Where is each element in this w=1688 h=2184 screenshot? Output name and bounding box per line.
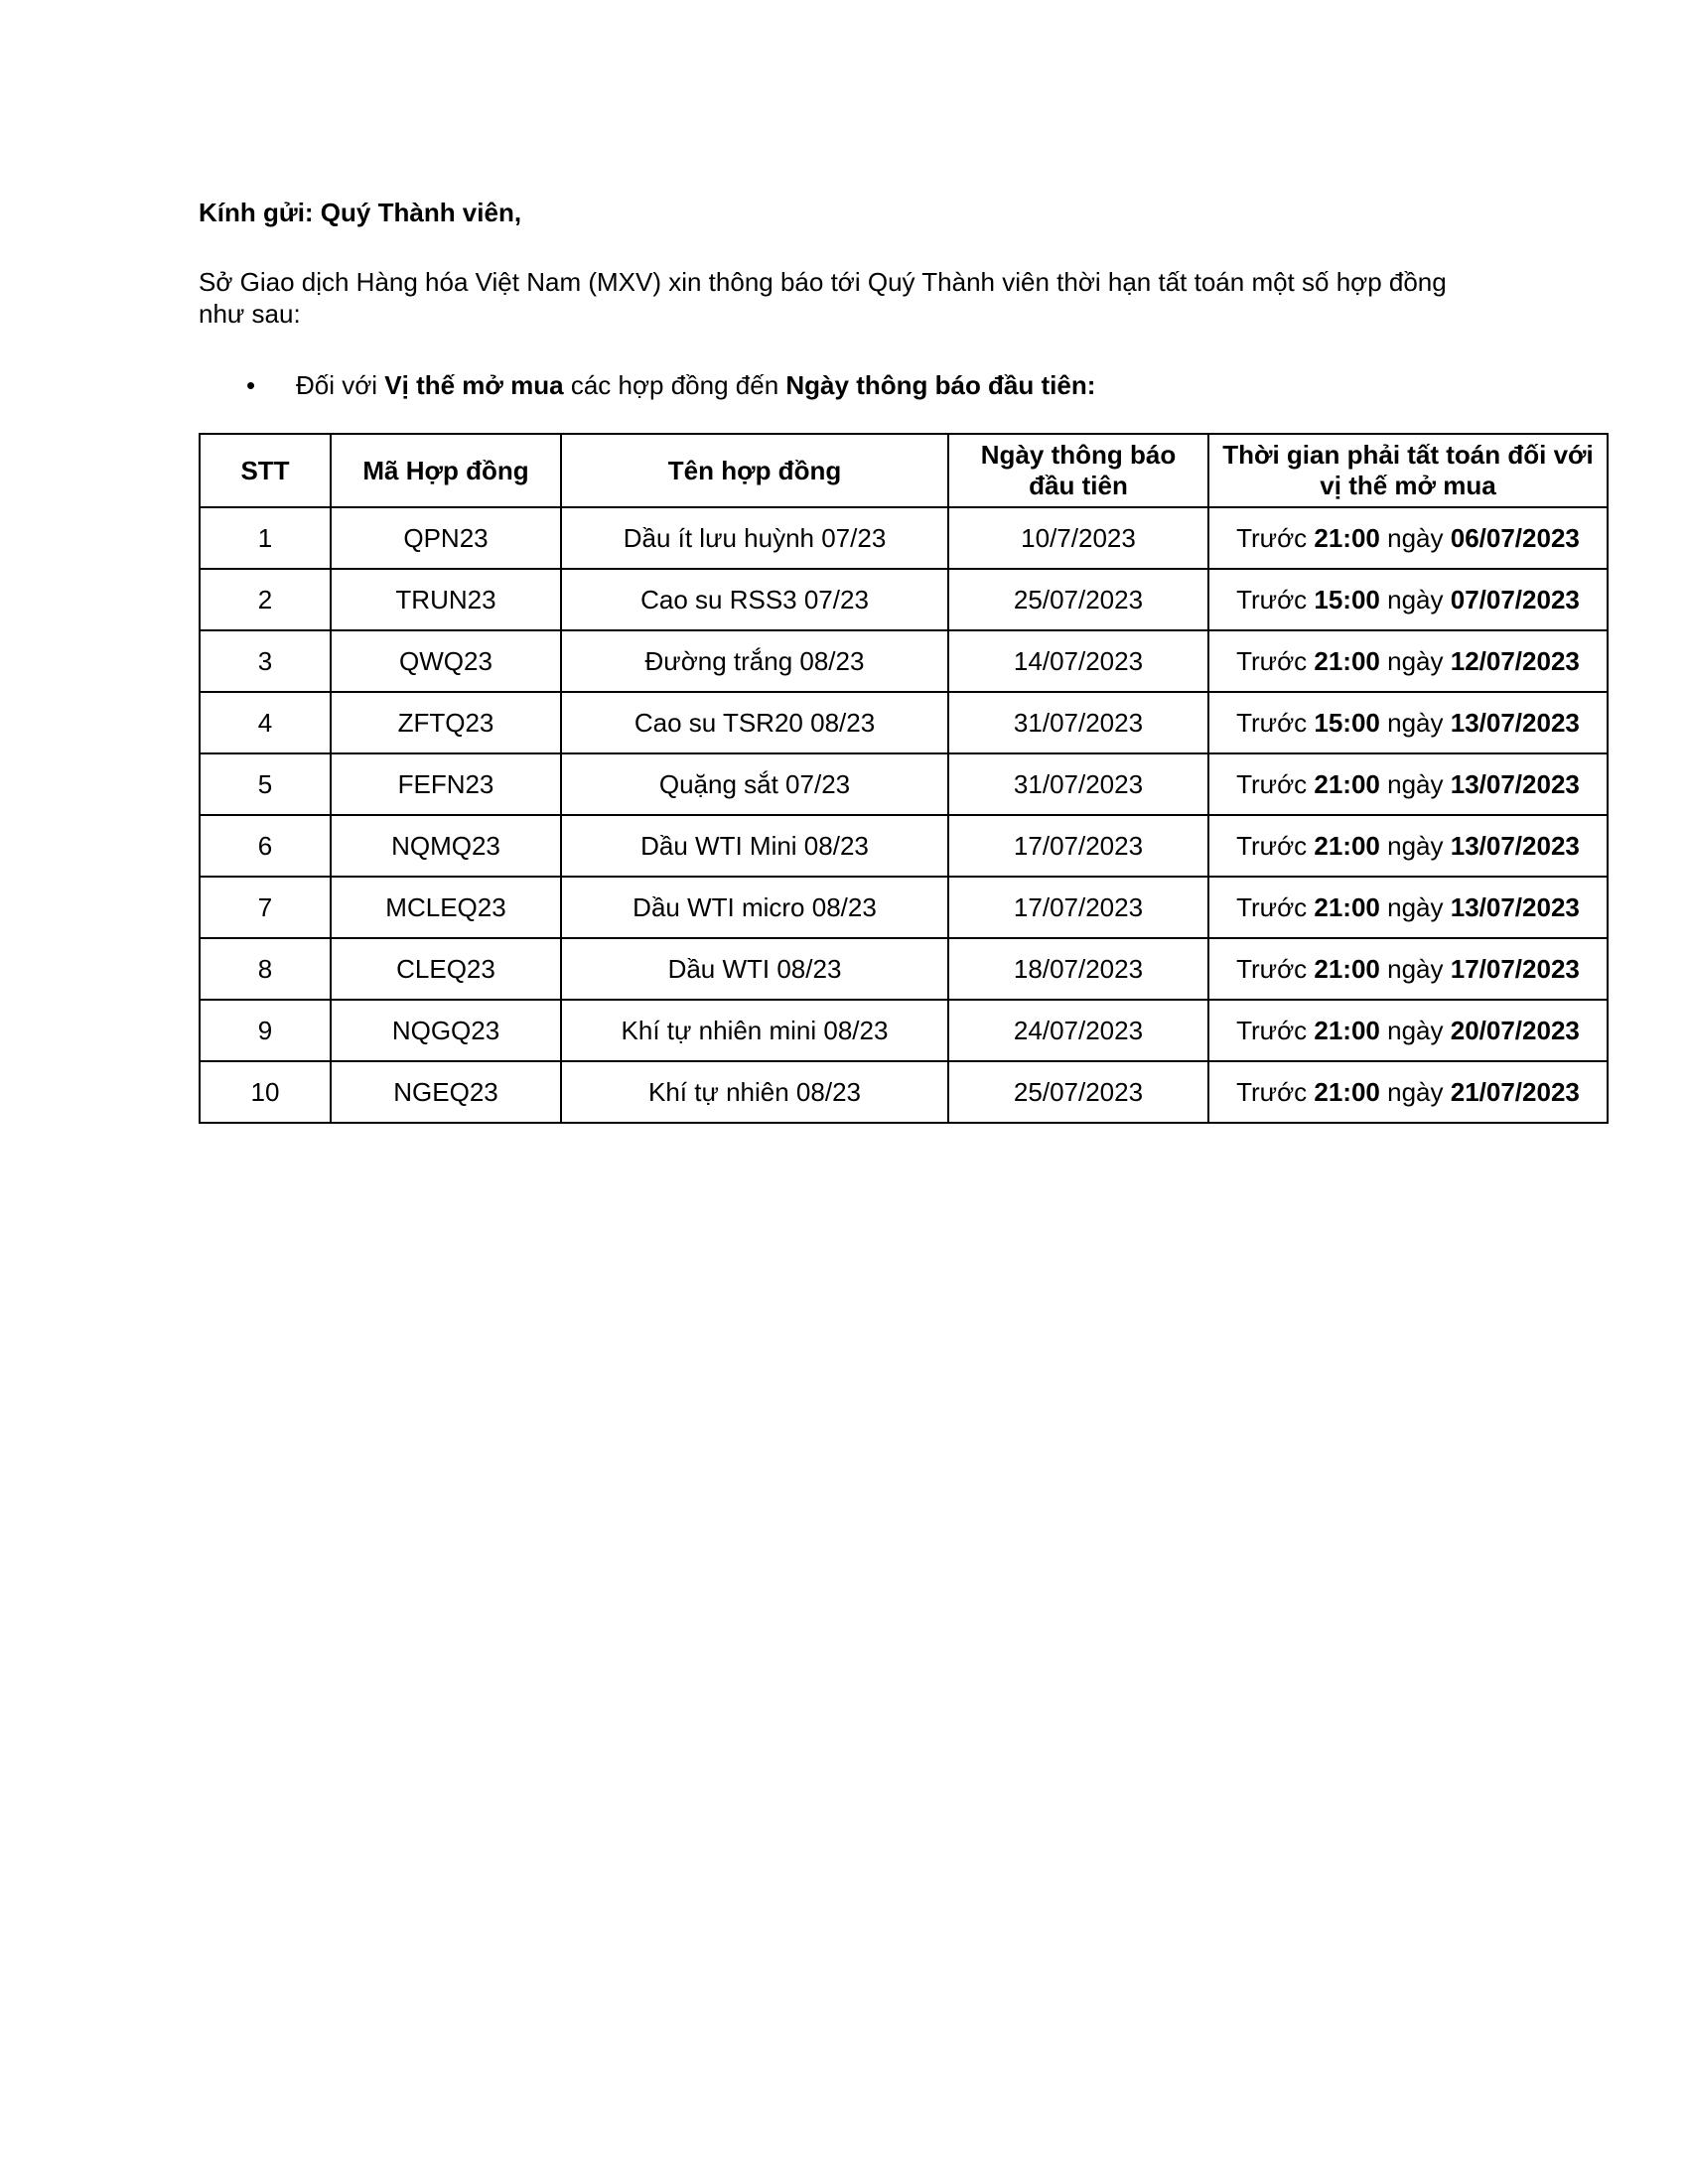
header-settlement-deadline: Thời gian phải tất toán đối với vị thế mở mua (1208, 434, 1608, 507)
cell-contract-name: Quặng sắt 07/23 (561, 753, 948, 815)
header-first-notice-date: Ngày thông báo đầu tiên (948, 434, 1208, 507)
deadline-before-word: Trước (1236, 891, 1308, 922)
cell-settlement-deadline (1208, 877, 1608, 938)
table-row (200, 507, 1608, 569)
deadline-day-word: ngày (1387, 645, 1444, 676)
deadline-before-word: Trước (1236, 768, 1308, 799)
bullet-text (296, 369, 1095, 401)
table-row (200, 815, 1608, 877)
bullet-icon: • (246, 370, 256, 400)
greeting: Kính gửi: Quý Thành viên, (199, 198, 522, 227)
cell-contract-name: Khí tự nhiên 08/23 (561, 1061, 948, 1123)
cell-contract-code: NGEQ23 (331, 1061, 561, 1123)
cell-first-notice-date: 24/07/2023 (948, 1000, 1208, 1061)
cell-settlement-deadline (1208, 569, 1608, 630)
cell-contract-name: Cao su RSS3 07/23 (561, 569, 948, 630)
deadline-date: 17/07/2023 (1450, 953, 1580, 984)
cell-stt: 5 (200, 753, 331, 815)
cell-settlement-deadline (1208, 753, 1608, 815)
cell-contract-code: NQGQ23 (331, 1000, 561, 1061)
table-row (200, 1061, 1608, 1123)
cell-contract-name: Dầu ít lưu huỳnh 07/23 (561, 507, 948, 569)
cell-contract-code: QPN23 (331, 507, 561, 569)
cell-contract-code: CLEQ23 (331, 938, 561, 1000)
cell-contract-name: Cao su TSR20 08/23 (561, 692, 948, 753)
cell-contract-code: FEFN23 (331, 753, 561, 815)
deadline-day-word: ngày (1387, 1015, 1444, 1045)
cell-stt: 2 (200, 569, 331, 630)
cell-stt: 8 (200, 938, 331, 1000)
contracts-table (199, 433, 1609, 1124)
table-row (200, 938, 1608, 1000)
deadline-day-word: ngày (1387, 584, 1444, 614)
cell-first-notice-date: 31/07/2023 (948, 753, 1208, 815)
deadline-before-word: Trước (1236, 645, 1308, 676)
deadline-day-word: ngày (1387, 522, 1444, 553)
cell-contract-name: Đường trắng 08/23 (561, 630, 948, 692)
deadline-date: 06/07/2023 (1450, 522, 1580, 553)
deadline-time: 15:00 (1314, 707, 1380, 738)
deadline-before-word: Trước (1236, 707, 1308, 738)
deadline-day-word: ngày (1387, 1076, 1444, 1107)
deadline-date: 13/07/2023 (1450, 707, 1580, 738)
deadline-date: 07/07/2023 (1450, 584, 1580, 614)
deadline-date: 13/07/2023 (1450, 891, 1580, 922)
cell-settlement-deadline (1208, 507, 1608, 569)
table-row (200, 630, 1608, 692)
cell-contract-code: NQMQ23 (331, 815, 561, 877)
bullet-middle: các hợp đồng đến (563, 370, 786, 400)
intro-paragraph: Sở Giao dịch Hàng hóa Việt Nam (MXV) xin thông báo tới Quý Thành viên thời hạn tất toán một số hợp đồng như sau: (199, 267, 1447, 329)
deadline-day-word: ngày (1387, 707, 1444, 738)
deadline-time: 21:00 (1314, 768, 1380, 799)
deadline-time: 21:00 (1314, 830, 1380, 861)
header-contract-code: Mã Hợp đồng (331, 434, 561, 507)
cell-first-notice-date: 14/07/2023 (948, 630, 1208, 692)
cell-settlement-deadline (1208, 692, 1608, 753)
table-row (200, 1000, 1608, 1061)
header-contract-name: Tên hợp đồng (561, 434, 948, 507)
cell-settlement-deadline (1208, 815, 1608, 877)
deadline-before-word: Trước (1236, 953, 1308, 984)
bullet-bold-first-notice: Ngày thông báo đầu tiên: (785, 370, 1096, 400)
table-row (200, 569, 1608, 630)
cell-first-notice-date: 25/07/2023 (948, 1061, 1208, 1123)
cell-first-notice-date: 31/07/2023 (948, 692, 1208, 753)
deadline-time: 21:00 (1314, 1076, 1380, 1107)
deadline-day-word: ngày (1387, 953, 1444, 984)
cell-contract-name: Dầu WTI 08/23 (561, 938, 948, 1000)
cell-contract-code: TRUN23 (331, 569, 561, 630)
deadline-time: 21:00 (1314, 953, 1380, 984)
cell-contract-code: MCLEQ23 (331, 877, 561, 938)
deadline-date: 13/07/2023 (1450, 768, 1580, 799)
deadline-date: 12/07/2023 (1450, 645, 1580, 676)
cell-first-notice-date: 10/7/2023 (948, 507, 1208, 569)
cell-first-notice-date: 17/07/2023 (948, 815, 1208, 877)
cell-contract-code: ZFTQ23 (331, 692, 561, 753)
deadline-day-word: ngày (1387, 830, 1444, 861)
deadline-day-word: ngày (1387, 891, 1444, 922)
deadline-time: 21:00 (1314, 645, 1380, 676)
table-body (200, 507, 1608, 1123)
table-row (200, 753, 1608, 815)
bullet-bold-open-long: Vị thế mở mua (384, 370, 564, 400)
cell-first-notice-date: 25/07/2023 (948, 569, 1208, 630)
deadline-day-word: ngày (1387, 768, 1444, 799)
cell-stt: 4 (200, 692, 331, 753)
table-row (200, 877, 1608, 938)
bullet-prefix: Đối với (296, 370, 385, 400)
cell-contract-name: Khí tự nhiên mini 08/23 (561, 1000, 948, 1061)
deadline-time: 21:00 (1314, 891, 1380, 922)
cell-contract-name: Dầu WTI Mini 08/23 (561, 815, 948, 877)
deadline-date: 20/07/2023 (1450, 1015, 1580, 1045)
bullet-item (246, 369, 1095, 401)
cell-settlement-deadline (1208, 1000, 1608, 1061)
deadline-time: 15:00 (1314, 584, 1380, 614)
cell-stt: 9 (200, 1000, 331, 1061)
deadline-before-word: Trước (1236, 1015, 1308, 1045)
deadline-time: 21:00 (1314, 522, 1380, 553)
cell-stt: 7 (200, 877, 331, 938)
deadline-date: 13/07/2023 (1450, 830, 1580, 861)
deadline-date: 21/07/2023 (1450, 1076, 1580, 1107)
deadline-before-word: Trước (1236, 830, 1308, 861)
cell-contract-code: QWQ23 (331, 630, 561, 692)
cell-settlement-deadline (1208, 1061, 1608, 1123)
cell-stt: 10 (200, 1061, 331, 1123)
deadline-before-word: Trước (1236, 522, 1308, 553)
cell-first-notice-date: 17/07/2023 (948, 877, 1208, 938)
table-header-row (200, 434, 1608, 507)
table-row (200, 692, 1608, 753)
deadline-before-word: Trước (1236, 584, 1308, 614)
cell-first-notice-date: 18/07/2023 (948, 938, 1208, 1000)
cell-stt: 6 (200, 815, 331, 877)
cell-stt: 3 (200, 630, 331, 692)
cell-stt: 1 (200, 507, 331, 569)
deadline-time: 21:00 (1314, 1015, 1380, 1045)
cell-settlement-deadline (1208, 630, 1608, 692)
deadline-before-word: Trước (1236, 1076, 1308, 1107)
cell-settlement-deadline (1208, 938, 1608, 1000)
cell-contract-name: Dầu WTI micro 08/23 (561, 877, 948, 938)
header-stt: STT (200, 434, 331, 507)
